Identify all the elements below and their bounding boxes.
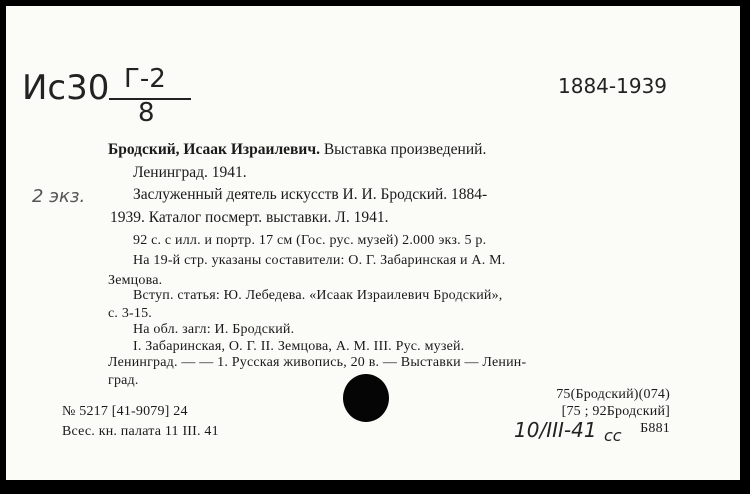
ink-blot — [343, 374, 389, 422]
margin-note: 2 экз. — [32, 186, 86, 207]
text-line: Заслуженный деятель искусств И. И. Бродский. 1884- — [133, 186, 488, 203]
text-line: На 19-й стр. указаны составители: О. Г. Забаринская и А. М. — [133, 253, 506, 268]
text-line: 1939. Каталог посмерт. выставки. Л. 1941. — [110, 209, 389, 226]
title-text: Выставка произведений. — [319, 141, 487, 158]
text-line: Земцова. — [108, 273, 163, 288]
text-line: На обл. загл: И. Бродский. — [133, 322, 295, 337]
shelf-mark: Ис30 — [22, 68, 110, 108]
text-line: Вступ. статья: Ю. Лебедева. «Исаак Израилевич Бродский», — [133, 288, 503, 303]
text-line: Ленинград. — — 1. Русская живопись, 20 в. — Выставки — Ленин- — [108, 355, 527, 370]
text-line: 92 с. с илл. и портр. 17 см (Гос. рус. музей) 2.000 экз. 5 р. — [133, 233, 487, 248]
handwritten-years: 1884-1939 — [558, 74, 668, 98]
text-line: град. — [108, 373, 139, 388]
initials: сс — [604, 426, 622, 445]
date-stamp: 10/III-41 — [514, 418, 597, 442]
classification-line: Б881 — [640, 421, 670, 436]
classification-line: 75(Бродский)(074) — [556, 387, 670, 402]
classification-line: [75 ; 92Бродский] — [561, 404, 670, 419]
catalog-card — [6, 6, 740, 480]
text-line: Ленинград. 1941. — [133, 164, 247, 181]
book-chamber: Всес. кн. палата 11 III. 41 — [62, 424, 219, 439]
author-heading: Бродский, Исаак Израилевич. — [108, 141, 320, 158]
title-line — [108, 141, 486, 159]
text-line: I. Забаринская, О. Г. II. Земцова, А. М. III. Рус. музей. — [133, 339, 465, 354]
shelf-denominator: 8 — [138, 98, 155, 128]
text-line: с. 3-15. — [108, 306, 152, 321]
shelf-numerator: Г-2 — [124, 64, 166, 94]
registration-number: № 5217 [41-9079] 24 — [62, 404, 188, 419]
